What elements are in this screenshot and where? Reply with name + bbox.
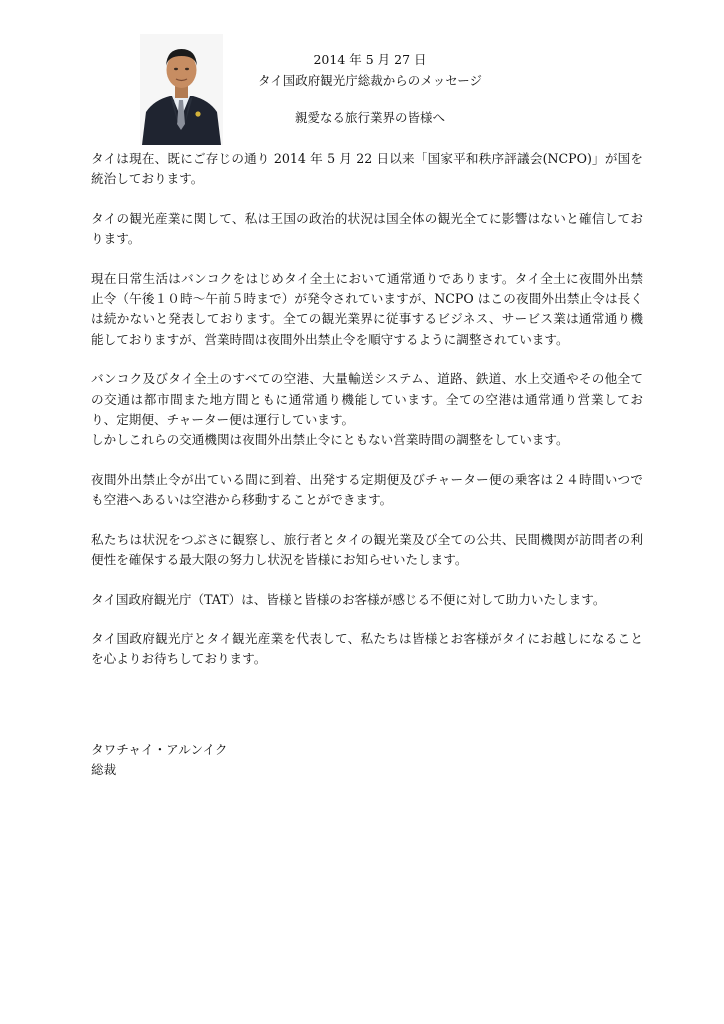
governor-portrait — [140, 34, 223, 145]
paragraph-3: 現在日常生活はバンコクをはじめタイ全土において通常通りであります。タイ全土に夜間外出禁止令（午後１０時～午前５時まで）が発令されていますが、NCPO はこの夜間外出禁止令は長くは続かないと発表しております。全ての観光業界に従事するビジネス、サービス業は通常通り機能しておりますが、営業時間は夜間外出禁止令を順守するように調整されています。 — [91, 270, 643, 347]
paragraph-7: タイ国政府観光庁（TAT）は、皆様と皆様のお客様が感じる不便に対して助力いたします。 — [91, 591, 606, 607]
letter-title: タイ国政府観光庁総裁からのメッセージ — [257, 73, 482, 88]
paragraph-6: 私たちは状況をつぶさに観察し、旅行者とタイの観光業及び全ての公共、民間機関が訪問者の利便性を確保する最大限の努力し状況を皆様にお知らせいたします。 — [91, 531, 643, 568]
paragraph-8: タイ国政府観光庁とタイ観光産業を代表して、私たちは皆様とお客様がタイにお越しになることを心よりお待ちしております。 — [91, 630, 643, 667]
signature-name: タワチャイ・アルンイク — [91, 742, 228, 757]
paragraph-5: 夜間外出禁止令が出ている間に到着、出発する定期便及びチャーター便の乗客は２４時間いつでも空港へあるいは空港から移動することができます。 — [91, 471, 643, 508]
paragraph-1: タイは現在、既にご存じの通り 2014 年 5 月 22 日以来「国家平和秩序評議会(NCPO)」が国を統治しております。 — [91, 151, 643, 187]
signature-role: 総裁 — [91, 762, 117, 778]
paragraph-4: バンコク及びタイ全土のすべての空港、大量輸送システム、道路、鉄道、水上交通やその他全ての交通は都市間また地方間ともに通常通り機能しています。全ての空港は通常通り営業しており、定期便、チャーター便は運行しています。 しかしこれらの交通機関は夜間外出禁止令にともない営業時間の調整をしています。 — [91, 371, 643, 448]
signature-block — [91, 740, 227, 781]
letter-body — [91, 149, 643, 689]
paragraph-2: タイの観光産業に関して、私は王国の政治的状況は国全体の観光全てに影響はないと確信しております。 — [91, 210, 643, 247]
letter-salutation: 親愛なる旅行業界の皆様へ — [294, 110, 445, 125]
letter-date: 2014 年 5 月 27 日 — [313, 52, 427, 67]
portrait-image — [140, 34, 223, 145]
